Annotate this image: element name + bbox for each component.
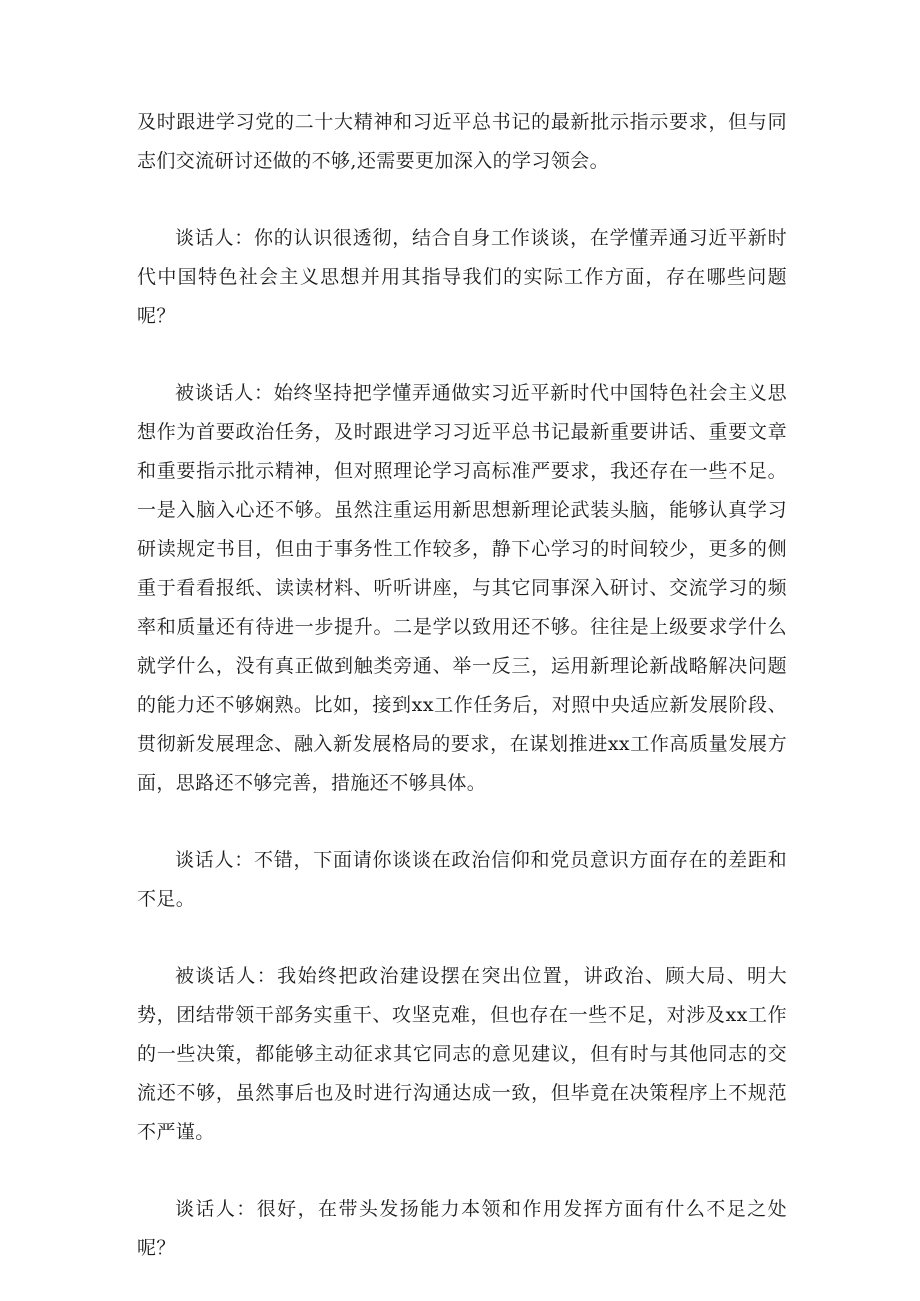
paragraph-interviewee-answer-2: 被谈话人：我始终把政治建设摆在突出位置，讲政治、顾大局、明大势，团结带领干部务实重干、攻坚克难，但也存在一些不足，对涉及xx工作的一些决策，都能够主动征求其它同志的意见建议，但有时与其他同志的交流还不够，虽然事后也及时进行沟通达成一致，但毕竟在决策程序上不规范不严谨。: [137, 965, 787, 1143]
paragraph-interviewer-question-2: 谈话人：不错，下面请你谈谈在政治信仰和党员意识方面存在的差距和不足。: [137, 849, 787, 910]
paragraph-continuation: 及时跟进学习党的二十大精神和习近平总书记的最新批示指示要求，但与同志们交流研讨还做的不够,还需要更加深入的学习领会。: [137, 111, 787, 172]
document-body: [137, 103, 787, 1301]
paragraph-interviewer-question-3: 谈话人：很好，在带头发扬能力本领和作用发挥方面有什么不足之处呢？: [137, 1198, 787, 1259]
paragraph-interviewer-question-1: 谈话人：你的认识很透彻，结合自身工作谈谈，在学懂弄通习近平新时代中国特色社会主义思想并用其指导我们的实际工作方面，存在哪些问题呢？: [137, 227, 787, 327]
paragraph-interviewee-answer-1: 被谈话人：始终坚持把学懂弄通做实习近平新时代中国特色社会主义思想作为首要政治任务，及时跟进学习习近平总书记最新重要讲话、重要文章和重要指示批示精神，但对照理论学习高标准严要求，我还存在一些不足。一是入脑入心还不够。虽然注重运用新思想新理论武装头脑，能够认真学习研读规定书目，但由于事务性工作较多，静下心学习的时间较少，更多的侧重于看看报纸、读读材料、听听讲座，与其它同事深入研讨、交流学习的频率和质量还有待进一步提升。二是学以致用还不够。往往是上级要求学什么就学什么，没有真正做到触类旁通、举一反三，运用新理论新战略解决问题的能力还不够娴熟。比如，接到xx工作任务后，对照中央适应新发展阶段、贯彻新发展理念、融入新发展格局的要求，在谋划推进xx工作高质量发展方面，思路还不够完善，措施还不够具体。: [137, 382, 787, 794]
